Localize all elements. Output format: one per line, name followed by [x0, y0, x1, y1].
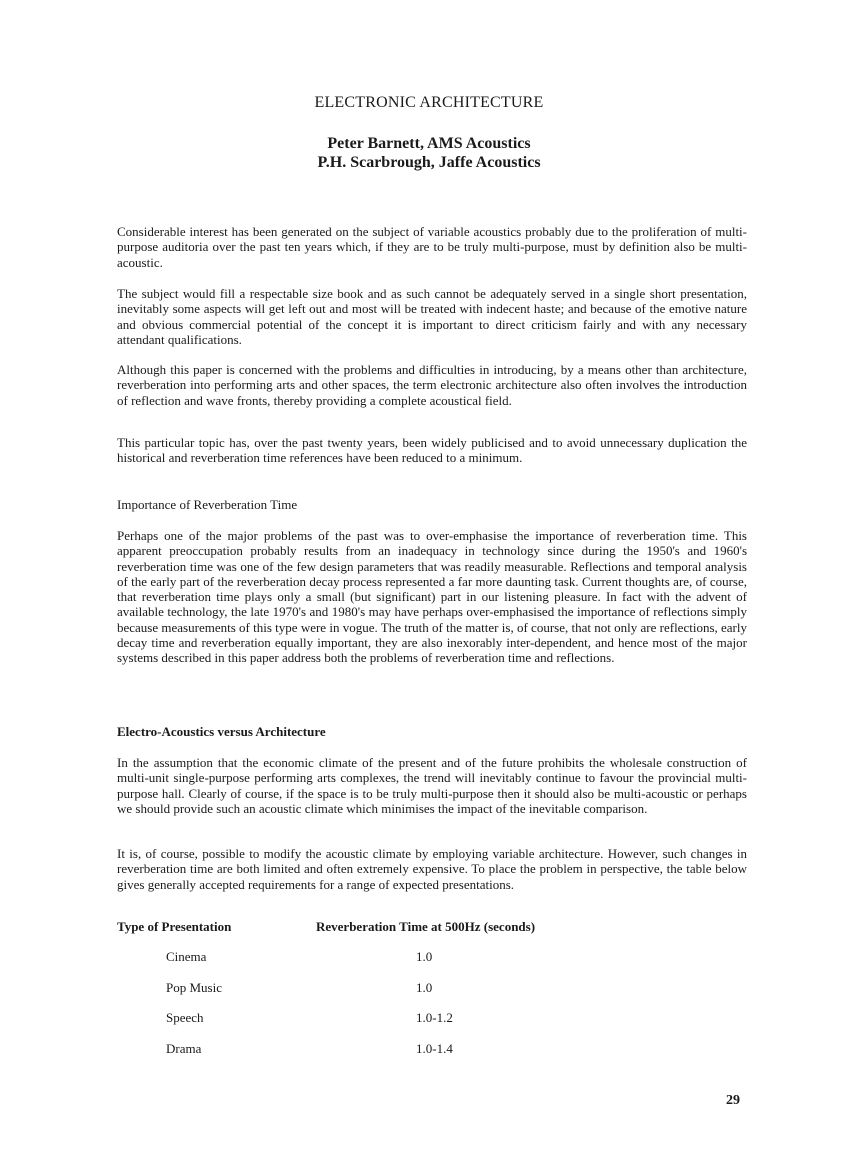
- table-header-type: Type of Presentation: [117, 919, 232, 934]
- table-cell-time: 1.0-1.4: [416, 1041, 453, 1056]
- paragraph-1: Considerable interest has been generated on the subject of variable acoustics probably due to the proliferation of multi-purpose auditoria over the past ten years which, if they are to be truly multi-purpose, must by definition also be multi-acoustic.: [117, 224, 747, 270]
- page-number: 29: [726, 1093, 740, 1108]
- author-line-1: Peter Barnett, AMS Acoustics: [327, 135, 531, 152]
- paragraph-6: In the assumption that the economic climate of the present and of the future prohibits the wholesale construction of multi-unit single-purpose performing arts complexes, the trend will inevitably continue to favour the provincial multi-purpose hall. Clearly of course, if the space is to be truly multi-purpose then it should also be multi-acoustic or perhaps we should provide such an acoustic climate which minimises the impact of the inevitable comparison.: [117, 755, 747, 816]
- table-cell-type: Cinema: [166, 949, 207, 964]
- table-header-reverberation: Reverberation Time at 500Hz (seconds): [316, 919, 536, 934]
- paper-title: ELECTRONIC ARCHITECTURE: [314, 94, 544, 111]
- paragraph-7: It is, of course, possible to modify the acoustic climate by employing variable architecture. However, such changes in reverberation time are both limited and often extremely expensive. To place the problem in perspective, the table below gives generally accepted requirements for a range of expected presentations.: [117, 846, 747, 892]
- table-cell-type: Pop Music: [166, 980, 222, 995]
- paragraph-4: This particular topic has, over the past twenty years, been widely publicised and to avoid unnecessary duplication the historical and reverberation time references have been reduced to a minimum.: [117, 435, 747, 466]
- table-cell-time: 1.0: [416, 949, 433, 964]
- author-line-2: P.H. Scarbrough, Jaffe Acoustics: [317, 154, 541, 171]
- paragraph-2: The subject would fill a respectable size book and as such cannot be adequately served in a single short presentation, inevitably some aspects will get left out and most will be treated with indecent haste; and because of the emotive nature and obvious commercial potential of the concept it is important to direct criticism fairly and with any necessary attendant qualifications.: [117, 286, 747, 347]
- paragraph-5: Perhaps one of the major problems of the past was to over-emphasise the importance of reverberation time. This apparent preoccupation probably results from an inadequacy in technology since during the 1950's and 1960's reverberation time was one of the few design parameters that was readily measurable. Reflections and temporal analysis of the early part of the reverberation decay process represented a far more daunting task. Current thoughts are, of course, that reverberation time plays only a small (but significant) part in our listening pleasure. In fact with the advent of available technology, the late 1970's and 1980's may have perhaps over-emphasised the importance of reflections simply because measurements of this type were in vogue. The truth of the matter is, of course, that not only are reflections, early decay time and reverberation equally important, they are also inexorably inter-dependent, and hence most of the major systems described in this paper address both the problems of reverberation time and reflections.: [117, 528, 747, 666]
- section-heading-reverberation: Importance of Reverberation Time: [117, 497, 298, 512]
- table-cell-time: 1.0: [416, 980, 433, 995]
- paragraph-3: Although this paper is concerned with the problems and difficulties in introducing, by a means other than architecture, reverberation into performing arts and other spaces, the term electronic architecture also often involves the introduction of reflection and wave fronts, thereby providing a complete acoustical field.: [117, 362, 747, 408]
- table-cell-type: Speech: [166, 1010, 204, 1025]
- table-cell-type: Drama: [166, 1041, 202, 1056]
- table-cell-time: 1.0-1.2: [416, 1010, 453, 1025]
- section-heading-electro-acoustics: Electro-Acoustics versus Architecture: [117, 724, 326, 739]
- author-block: [0, 134, 858, 172]
